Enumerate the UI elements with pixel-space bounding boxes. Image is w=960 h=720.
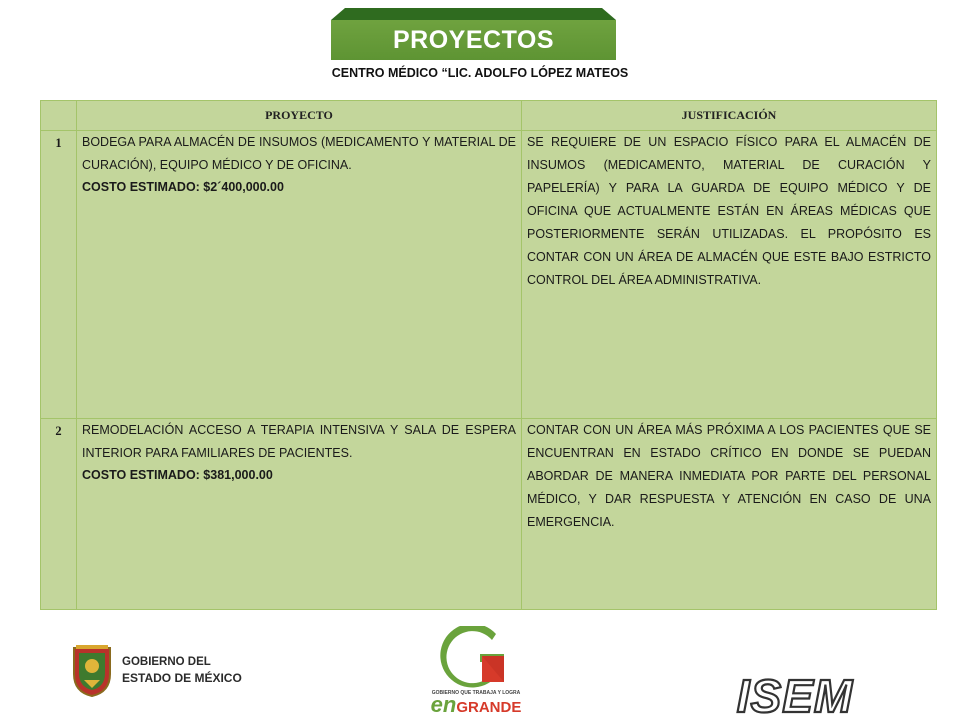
row-number: 2	[41, 419, 77, 610]
project-cost: COSTO ESTIMADO: $2´400,000.00	[82, 180, 284, 194]
title-banner	[331, 8, 616, 60]
project-cell	[77, 419, 522, 610]
state-seal-icon	[70, 644, 114, 698]
table-header-row	[41, 101, 937, 131]
column-header-project: PROYECTO	[77, 101, 522, 131]
table-row	[41, 131, 937, 419]
g-mark-icon	[440, 626, 510, 688]
project-cost: COSTO ESTIMADO: $381,000.00	[82, 468, 273, 482]
isem-logo-text: ISEM	[736, 672, 854, 720]
engrande-brand-grande: GRANDE	[456, 699, 522, 716]
project-description: BODEGA PARA ALMACÉN DE INSUMOS (MEDICAMENTO Y MATERIAL DE CURACIÓN), EQUIPO MÉDICO Y DE OFICINA.	[82, 135, 516, 172]
page-title: PROYECTOS	[331, 20, 616, 60]
justification-text: SE REQUIERE DE UN ESPACIO FÍSICO PARA EL ALMACÉN DE INSUMOS (MEDICAMENTO, MATERIAL DE CURACIÓN Y PAPELERÍA) Y PARA LA GUARDA DE EQUIPO MÉDICO Y DE OFICINA QUE ACTUALMENTE ESTÁN EN ÁREAS MÉDICAS QUE POSTERIORMENTE SERÁN UTILIZADAS. EL PROPÓSITO ES CONTAR CON UN ÁREA DE ALMACÉN QUE ESTE BAJO ESTRICTO CONTROL DEL ÁREA ADMINISTRATIVA.	[527, 135, 931, 287]
table-row	[41, 419, 937, 610]
justification-cell	[522, 131, 937, 419]
column-header-justification: JUSTIFICACIÓN	[522, 101, 937, 131]
projects-table	[40, 100, 937, 610]
project-cell	[77, 131, 522, 419]
page-subtitle: CENTRO MÉDICO “LIC. ADOLFO LÓPEZ MATEOS	[331, 66, 629, 80]
banner-bevel	[331, 8, 616, 20]
project-description: REMODELACIÓN ACCESO A TERAPIA INTENSIVA Y SALA DE ESPERA INTERIOR PARA FAMILIARES DE PACIENTES.	[82, 423, 516, 460]
edomex-logo	[70, 644, 250, 704]
edomex-logo-line1: GOBIERNO DEL	[122, 656, 211, 668]
row-number: 1	[41, 131, 77, 419]
column-header-number	[41, 101, 77, 131]
justification-cell	[522, 419, 937, 610]
justification-text: CONTAR CON UN ÁREA MÁS PRÓXIMA A LOS PACIENTES QUE SE ENCUENTRAN EN ESTADO CRÍTICO EN DONDE SE PUEDAN ABORDAR DE MANERA INMEDIATA POR PARTE DEL PERSONAL MÉDICO, Y DAR RESPUESTA Y ATENCIÓN EN CASO DE UNA EMERGENCIA.	[527, 423, 931, 529]
edomex-logo-line2: ESTADO DE MÉXICO	[122, 671, 242, 685]
isem-logo	[703, 672, 888, 720]
engrande-brand-en: en	[430, 692, 457, 717]
engrande-tagline: GOBIERNO QUE TRABAJA Y LOGRA	[431, 690, 521, 696]
engrande-logo	[420, 626, 532, 718]
